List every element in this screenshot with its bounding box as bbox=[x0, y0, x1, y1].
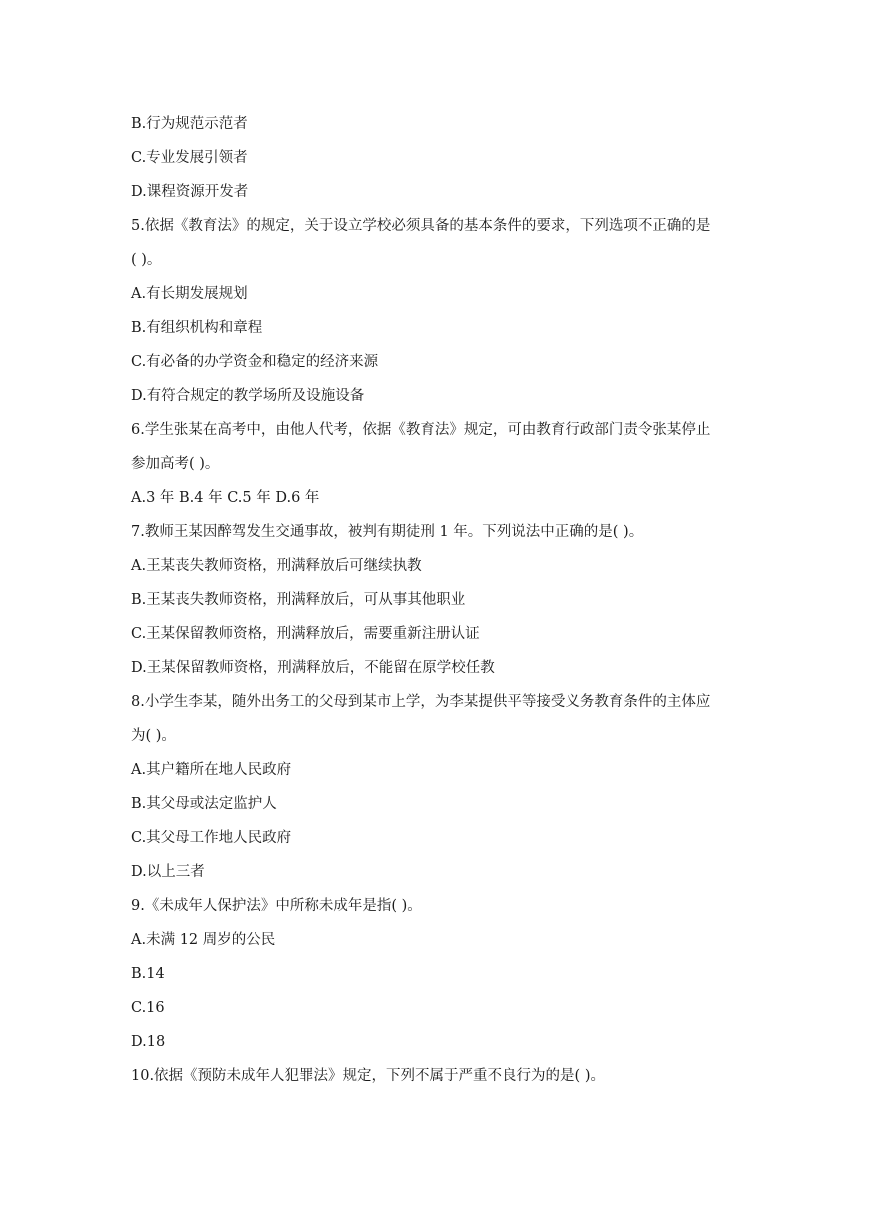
question-9: 9.《未成年人保护法》中所称未成年是指( )。 bbox=[131, 898, 422, 914]
question-8-line-2: 为( )。 bbox=[131, 728, 176, 744]
question-10: 10.依据《预防未成年人犯罪法》规定，下列不属于严重不良行为的是( )。 bbox=[131, 1068, 605, 1084]
question-7: 7.教师王某因醉驾发生交通事故，被判有期徒刑 1 年。下列说法中正确的是( )。 bbox=[131, 524, 644, 540]
text-line: B.14 bbox=[131, 966, 165, 982]
text-line: B.有组织机构和章程 bbox=[131, 320, 263, 336]
text-line: C.王某保留教师资格，刑满释放后，需要重新注册认证 bbox=[131, 626, 480, 642]
question-8-line-1: 8.小学生李某，随外出务工的父母到某市上学，为李某提供平等接受义务教育条件的主体应 bbox=[131, 694, 711, 710]
text-line: B.行为规范示范者 bbox=[131, 116, 248, 132]
text-line: C.16 bbox=[131, 1000, 165, 1016]
text-line: C.其父母工作地人民政府 bbox=[131, 830, 292, 846]
question-6-line-1: 6.学生张某在高考中，由他人代考，依据《教育法》规定，可由教育行政部门责令张某停止 bbox=[131, 422, 711, 438]
text-line: A.未满 12 周岁的公民 bbox=[131, 932, 276, 948]
question-5-line-2: ( )。 bbox=[131, 252, 162, 268]
text-line: A.其户籍所在地人民政府 bbox=[131, 762, 292, 778]
text-line: B.王某丧失教师资格，刑满释放后，可从事其他职业 bbox=[131, 592, 466, 608]
text-line: C.有必备的办学资金和稳定的经济来源 bbox=[131, 354, 379, 370]
text-line: D.有符合规定的教学场所及设施设备 bbox=[131, 388, 365, 404]
text-line: C.专业发展引领者 bbox=[131, 150, 248, 166]
question-6-line-2: 参加高考( )。 bbox=[131, 456, 220, 472]
document-body bbox=[131, 107, 743, 1093]
text-line: A.有长期发展规划 bbox=[131, 286, 248, 302]
text-line: D.18 bbox=[131, 1034, 166, 1050]
text-line: D.王某保留教师资格，刑满释放后，不能留在原学校任教 bbox=[131, 660, 495, 676]
text-line: A.3 年 B.4 年 C.5 年 D.6 年 bbox=[131, 490, 320, 506]
text-line: D.以上三者 bbox=[131, 864, 205, 880]
text-line: B.其父母或法定监护人 bbox=[131, 796, 277, 812]
question-5-line-1: 5.依据《教育法》的规定，关于设立学校必须具备的基本条件的要求，下列选项不正确的是 bbox=[131, 218, 711, 234]
text-line: A.王某丧失教师资格，刑满释放后可继续执教 bbox=[131, 558, 422, 574]
text-line: D.课程资源开发者 bbox=[131, 184, 249, 200]
